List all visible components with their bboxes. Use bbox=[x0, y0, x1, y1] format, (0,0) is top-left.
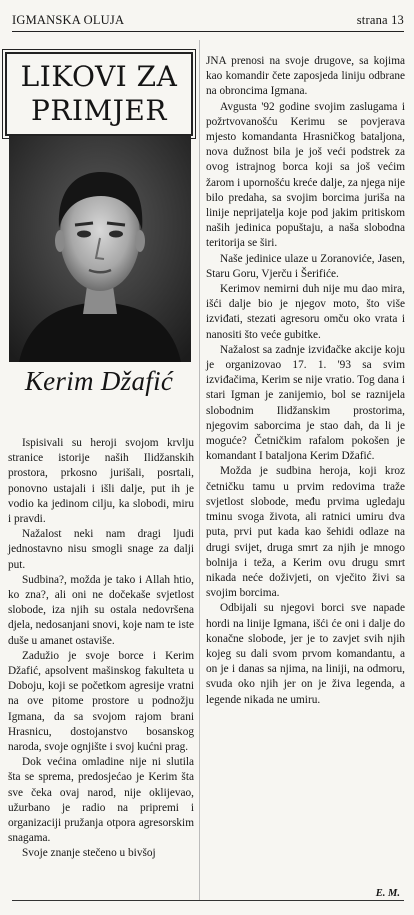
column-divider bbox=[199, 40, 200, 900]
article-title-box bbox=[5, 52, 193, 136]
page-number: strana 13 bbox=[356, 13, 404, 27]
paragraph: Nažalost neki nam dragi ljudi jednostavno nisu smogli snage za dalji put. bbox=[8, 528, 194, 571]
page-header bbox=[12, 6, 404, 32]
publication-name: IGMANSKA OLUJA bbox=[12, 13, 125, 27]
paragraph: Ispisivali su heroji svojom krvlju stranice istorije naših Ilidžanskih prostora, prkosno jurišali, posrtali, ponovno ustajali i išli dalje, put ih je vodio ka jedinom cilju, ka slobodi, miru i pravdi. bbox=[8, 437, 194, 526]
paragraph: Naše jedinice ulaze u Zoranoviće, Jasen, Staru Goru, Vjerču i Šerifiće. bbox=[206, 252, 405, 280]
paragraph: Možda je sudbina heroja, koji kroz četničku tamu u prvim redovima traže svjetlost slobode, među prvima ugledaju tminu svoga života, ali ratnici umiru dva puta, prvi put kada kao šehidi odlaze na drugi svijet, druga smrt za njih je mnogo bolnija i teža, a Kerim ovu drugu smrt nikada neće doživjeti, on vječito živi sa svojim borcima. bbox=[206, 465, 405, 600]
paragraph: Odbijali su njegovi borci sve napade hordi na linije Igmana, išći će oni i dalje do konačne slobode, jer je to zavjet svih njih kojeg su dali svom prvom komandantu, a on je i danas sa njima, na liniji, na odmoru, svuda oko njih jer on je živa legenda, a legende nikada ne umiru. bbox=[206, 602, 405, 706]
article-title: LIKOVI ZA PRIMJER bbox=[20, 60, 178, 127]
portrait-photo bbox=[9, 136, 191, 362]
paragraph: Svoje znanje stečeno u bivšoj bbox=[22, 847, 156, 860]
paragraph: Kerimov nemirni duh nije mu dao mira, išći dalje bio je njegov moto, što više izviđati, stezati agresoru omču oko vrata i nanositi što veće gubitke. bbox=[206, 283, 405, 341]
paragraph: Zadužio je svoje borce i Kerim Džafić, apsolvent mašinskog fakulteta u Doboju, koji se početkom agresije vratni na ove pitome prostore u podnožju Igmana, da sa svojom rajom brani Hrasnicu, dostojanstvo bosanskog naroda, svoje ognjište i svoj kućni prag. bbox=[8, 649, 194, 754]
portrait-image bbox=[9, 136, 191, 362]
portrait-caption: Kerim Džafić bbox=[24, 366, 174, 396]
article-column-right bbox=[206, 54, 405, 708]
paragraph: Nažalost sa zadnje izviđačke akcije koju je organizovao 17. 1. '93 sa svim izviđačima, Kerim se nije vratio. Tog dana i stari Igman je zanijemio, bol se raznijela slobodnim Ilidžanskim prostorima, njegovim saborcima je stao dah, da li je moguće? Četničkim rafalom pokošen je komandant I bataljona Kerim Džafić. bbox=[206, 343, 405, 463]
article-column-left bbox=[8, 436, 194, 862]
bottom-rule bbox=[12, 900, 404, 901]
paragraph: Dok većina omladine nije ni slutila šta se sprema, predosjećao je Kerim šta sve čeka ovaj narod, nije oklijevao, užurbano je radio na pripremi i organizaciji pružanja otpora agresorskim snagama. bbox=[8, 756, 194, 845]
paragraph: Avgusta '92 godine svojim zaslugama i požrtvovanošću Kerimu se povjerava mjesto komandanta Hrasničkog bataljona, nova dužnost bila je još veći podstrek za ovog istrajnog borca koji sa još većim žarom i upornošću kreće dalje, za njega nije bilo predaha, sa svojim borcima juriša na linije neprijatelja koje pod jakim pritiskom naših jedinica popuštaju, a naša slobodna teritorija se širi. bbox=[206, 100, 405, 250]
author-signature: E. M. bbox=[375, 888, 400, 899]
paragraph: Sudbina?, možda je tako i Allah htio, ko zna?, ali oni ne dočekaše svjetlost slobode, iza njih su ostala nedovršena djela, nedosanjani snovi, koje nam te iste duše u amanet ostaviše. bbox=[8, 573, 194, 647]
paragraph-continued: JNA prenosi na svoje drugove, sa kojima kao komandir čete zaposjeda liniju odbrane na obroncima Igmana. bbox=[206, 55, 405, 98]
